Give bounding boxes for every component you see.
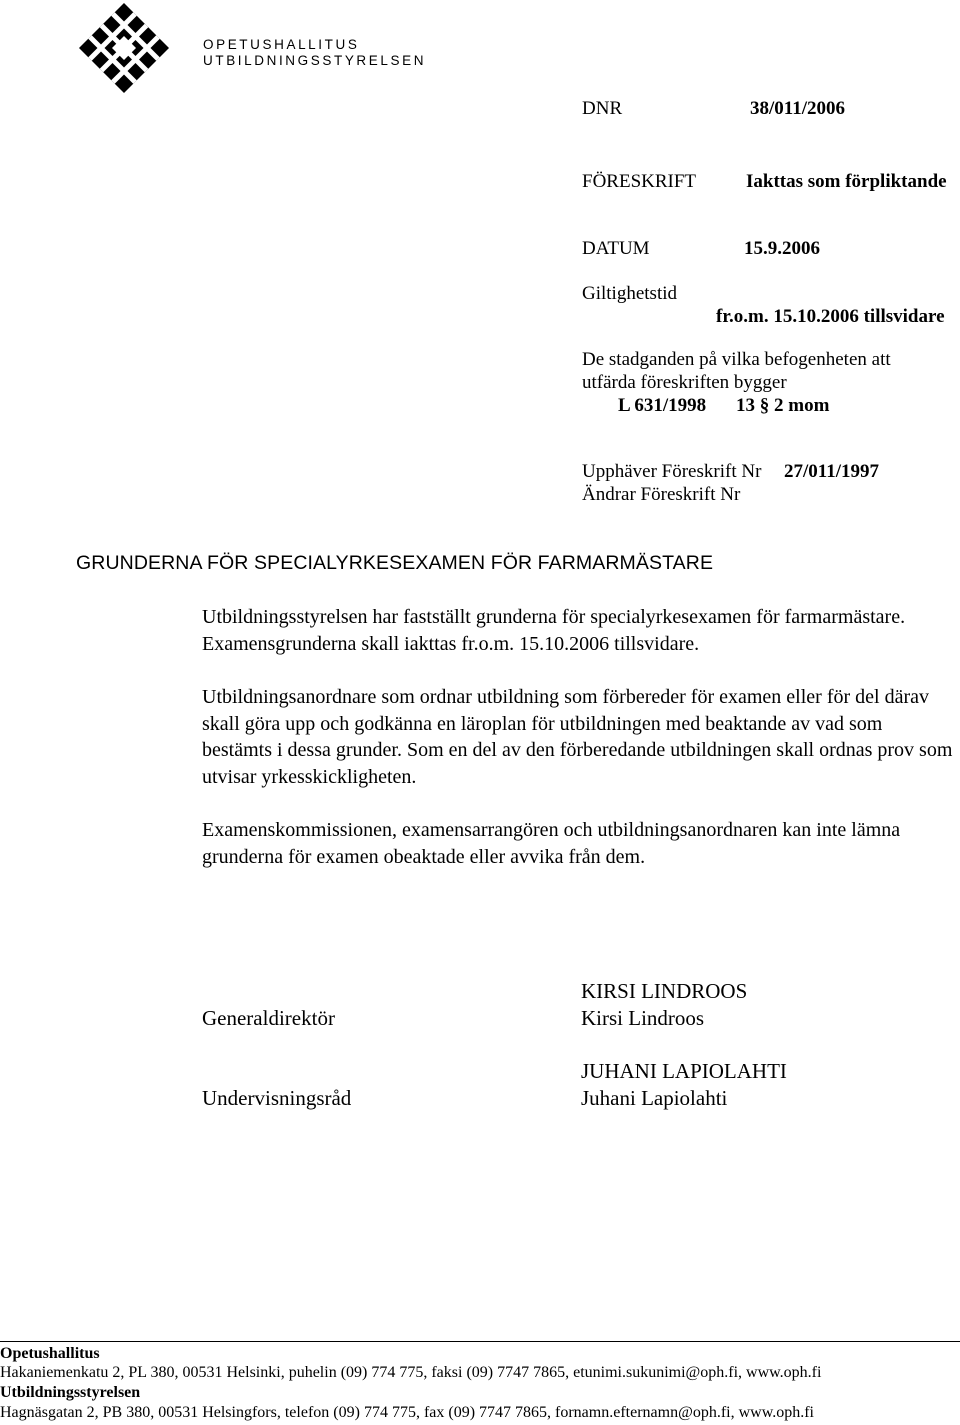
footer-address-fi: Hakaniemenkatu 2, PL 380, 00531 Helsinki, puhelin (09) 774 775, faksi (09) 7747 7865, etunimi.sukunimi@oph.fi, www.oph.fi [0,1364,822,1381]
body-paragraph-1 [202,604,957,657]
signature-name-2: Juhani Lapiolahti [581,1086,728,1110]
dnr-value: 38/011/2006 [750,98,846,119]
document-title: GRUNDERNA FÖR SPECIALYRKESEXAMEN FÖR FARMARMÄSTARE [76,552,714,574]
dnr-label: DNR [582,98,623,119]
type-label: FÖRESKRIFT [582,171,697,192]
signature-name-caps-1: KIRSI LINDROOS [581,979,748,1003]
signature-name-caps-2: JUHANI LAPIOLAHTI [581,1059,787,1083]
repeals-label: Upphäver Föreskrift Nr [582,461,762,482]
footer-org-fi: Opetushallitus [0,1345,100,1362]
authority-line-1: De stadganden på vilka befogenheten att [582,349,891,370]
signature-role-2: Undervisningsråd [202,1086,352,1110]
date-label: DATUM [582,238,650,259]
body-paragraph-2 [202,684,957,790]
repeals-value: 27/011/1997 [784,461,880,482]
body-paragraph-3 [202,817,957,870]
footer-org-sv: Utbildningsstyrelsen [0,1384,141,1401]
type-value: Iakttas som förpliktande [746,171,947,192]
opetushallitus-diamond-logo-icon [78,2,170,94]
authority-law: L 631/1998 [618,395,707,416]
signature-role-1: Generaldirektör [202,1006,335,1030]
validity-label: Giltighetstid [582,283,677,304]
paragraph-text: Examenskommissionen, examensarrangören och utbildningsanordnaren kan inte lämna grunderna för examen obeaktade eller avvika från dem. [202,819,901,868]
paragraph-text: Utbildningsanordnare som ordnar utbildning som förbereder för examen eller för del därav skall göra upp och godkänna en läroplan för utbildningen med beaktande av vad som bestämts i dessa grunder. Som en del av den förberedande utbildningen skall ordnas prov som utvisar yrkesskickligheten. [202,686,953,788]
signature-name-1: Kirsi Lindroos [581,1006,705,1030]
org-name-fi: OPETUSHALLITUS [203,37,360,52]
authority-section: 13 § 2 mom [736,395,830,416]
org-name-sv: UTBILDNINGSSTYRELSEN [203,53,427,68]
footer-divider [0,1341,960,1342]
footer-address-sv: Hagnäsgatan 2, PB 380, 00531 Helsingfors, telefon (09) 774 775, fax (09) 7747 7865, fornamn.efternamn@oph.fi, www.oph.fi [0,1404,814,1421]
amends-label: Ändrar Föreskrift Nr [582,484,741,505]
authority-line-2: utfärda föreskriften bygger [582,372,787,393]
paragraph-text: Utbildningsstyrelsen har fastställt grunderna för specialyrkesexamen för farmarmästare. Examensgrunderna skall iakttas fr.o.m. 15.10.2006 tillsvidare. [202,606,906,655]
validity-value: fr.o.m. 15.10.2006 tillsvidare [716,306,945,327]
date-value: 15.9.2006 [744,238,820,259]
